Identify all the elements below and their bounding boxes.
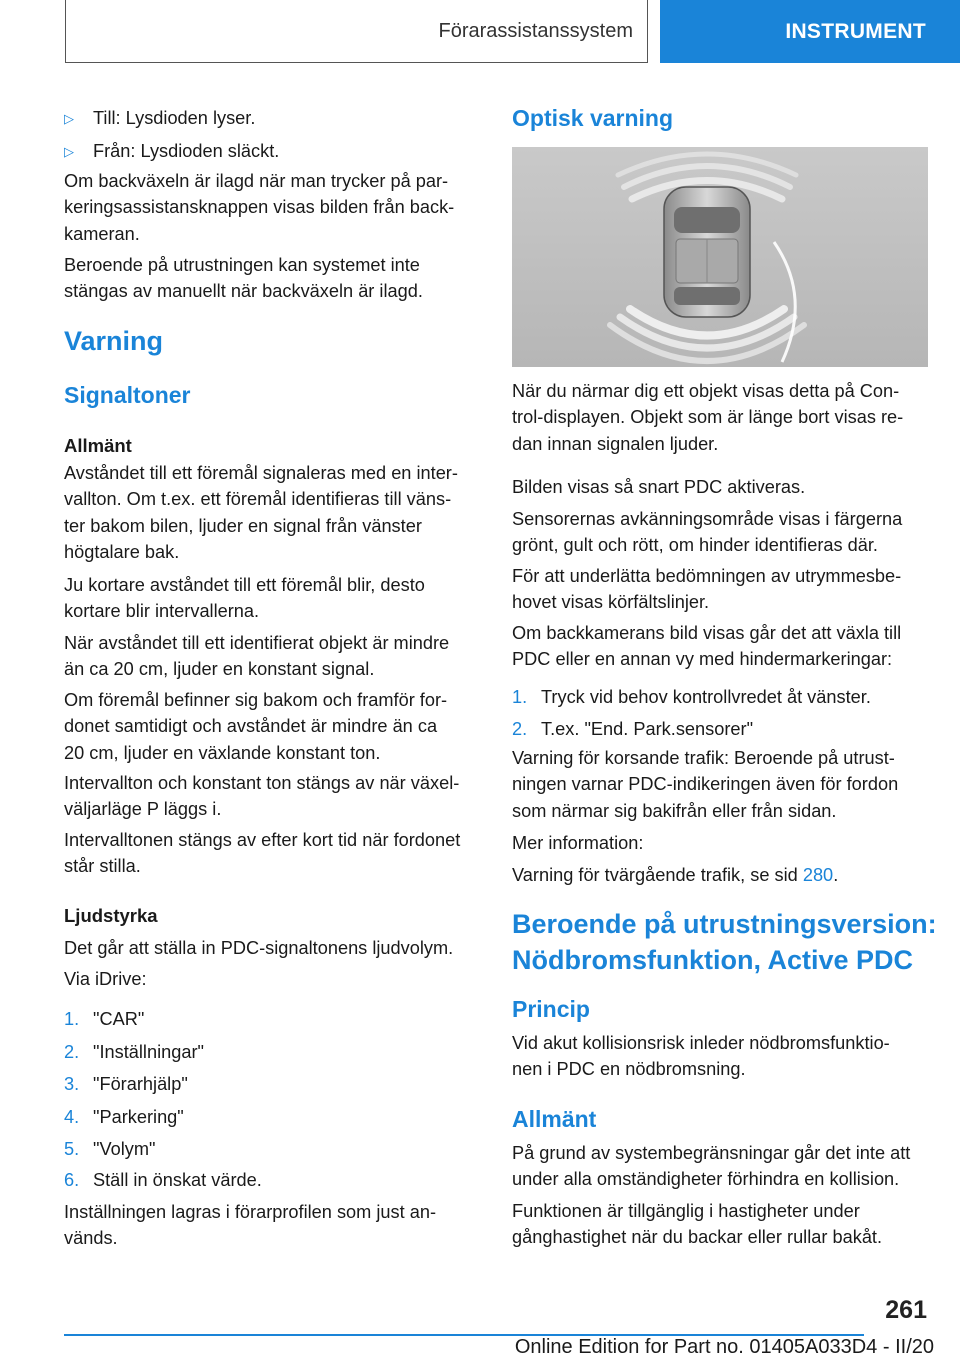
step-number: 5. <box>64 1139 80 1159</box>
paragraph: Om backkamerans bild visas går det att växla till PDC eller en annan vy med hindermarkeringar: <box>512 623 902 670</box>
pdc-car-graphic <box>512 147 928 367</box>
step-number: 1. <box>64 1009 80 1029</box>
paragraph: Inställningen lagras i förarprofilen som just an- vänds. <box>64 1202 437 1249</box>
header-chapter-tab <box>660 0 960 63</box>
heading-optisk-varning: Optisk varning <box>512 105 674 131</box>
pdc-display-illustration <box>512 147 928 367</box>
paragraph: Intervalltonen stängs av efter kort tid när fordonet står stilla. <box>64 830 461 877</box>
paragraph: Intervallton och konstant ton stängs av när växel- väljarläge P läggs i. <box>64 773 460 820</box>
paragraph: Mer information: <box>512 833 644 853</box>
heading-ljudstyrka: Ljudstyrka <box>64 905 158 926</box>
step-text: T.ex. "End. Park.sensorer" <box>541 719 754 739</box>
step-text: Tryck vid behov kontrollvredet åt vänster. <box>541 687 871 707</box>
step-number: 3. <box>64 1074 80 1094</box>
paragraph: Ju kortare avståndet till ett föremål blir, desto kortare blir intervallerna. <box>64 575 425 622</box>
paragraph: Om föremål befinner sig bakom och framför for- donet samtidigt och avståndet är mindre än ca 20 cm, ljuder en växlande konstant ton. <box>64 690 448 763</box>
paragraph: Bilden visas så snart PDC aktiveras. <box>512 477 806 497</box>
paragraph: Om backväxeln är ilagd när man trycker på par- keringsassistansknappen visas bilden från back- kameran. <box>64 171 455 244</box>
paragraph: Varning för korsande trafik: Beroende på utrust- ningen varnar PDC-indikeringen även för fordon som närmar sig bakifrån eller från sidan. <box>512 748 899 821</box>
bullet-text: Från: Lysdioden släckt. <box>93 141 280 161</box>
footer-edition: Online Edition for Part no. 01405A033D4 - II/20 <box>514 1336 934 1358</box>
step-number: 6. <box>64 1170 80 1190</box>
heading-nodbromsfunktion: Beroende på utrustningsversion: Nödbromsfunktion, Active PDC <box>512 909 937 975</box>
heading-allmant-right: Allmänt <box>512 1106 597 1132</box>
step-number: 1. <box>512 687 528 707</box>
paragraph: Vid akut kollisionsrisk inleder nödbromsfunktio- nen i PDC en nödbromsning. <box>512 1033 890 1080</box>
step-text: Ställ in önskat värde. <box>93 1170 262 1190</box>
step-text: "Parkering" <box>93 1107 184 1127</box>
paragraph: Det går att ställa in PDC-signaltonens ljudvolym. <box>64 938 454 958</box>
bullet-text: Till: Lysdioden lyser. <box>93 108 256 128</box>
step-number: 4. <box>64 1107 80 1127</box>
step-number: 2. <box>64 1042 80 1062</box>
paragraph: Varning för tvärgående trafik, se sid 280. <box>512 865 839 885</box>
header-chapter-title: INSTRUMENT <box>785 19 926 43</box>
step-text: "Volym" <box>93 1139 156 1159</box>
paragraph: På grund av systembegränsningar går det inte att under alla omständigheter förhindra en kollision. <box>512 1143 911 1190</box>
header-section-title: Förarassistanssystem <box>438 19 633 42</box>
header-section-box <box>65 0 648 63</box>
heading-signaltoner: Signaltoner <box>64 382 191 408</box>
paragraph: För att underlätta bedömningen av utrymmesbe- hovet visas körfältslinjer. <box>512 566 902 613</box>
paragraph: Beroende på utrustningen kan systemet inte stängas av manuellt när backväxeln är ilagd. <box>64 255 423 302</box>
page-number: 261 <box>885 1296 927 1324</box>
step-number: 2. <box>512 719 528 739</box>
step-text: "CAR" <box>93 1009 145 1029</box>
paragraph: Funktionen är tillgänglig i hastigheter under gånghastighet när du backar eller rullar bakåt. <box>512 1201 883 1248</box>
paragraph: Via iDrive: <box>64 969 147 989</box>
step-text: "Inställningar" <box>93 1042 204 1062</box>
triangle-bullet-icon: ▷ <box>64 144 74 159</box>
paragraph: När avståndet till ett identifierat objekt är mindre än ca 20 cm, ljuder en konstant signal. <box>64 633 450 680</box>
heading-princip: Princip <box>512 996 590 1022</box>
paragraph: Avståndet till ett föremål signaleras med en inter- vallton. Om t.ex. ett föremål identifieras till väns- ter bakom bilen, ljuder en signal från vänster högtalare bak. <box>64 463 458 562</box>
heading-varning: Varning <box>64 326 164 356</box>
triangle-bullet-icon: ▷ <box>64 111 74 126</box>
step-text: "Förarhjälp" <box>93 1074 188 1094</box>
heading-allmant: Allmänt <box>64 435 132 456</box>
paragraph: När du närmar dig ett objekt visas detta på Con- trol-displayen. Objekt som är länge bort visas re- dan innan signalen ljuder. <box>512 381 904 454</box>
paragraph: Sensorernas avkänningsområde visas i färgerna grönt, gult och rött, om hinder identifieras där. <box>512 509 903 556</box>
page-link-280[interactable]: 280 <box>802 865 834 885</box>
